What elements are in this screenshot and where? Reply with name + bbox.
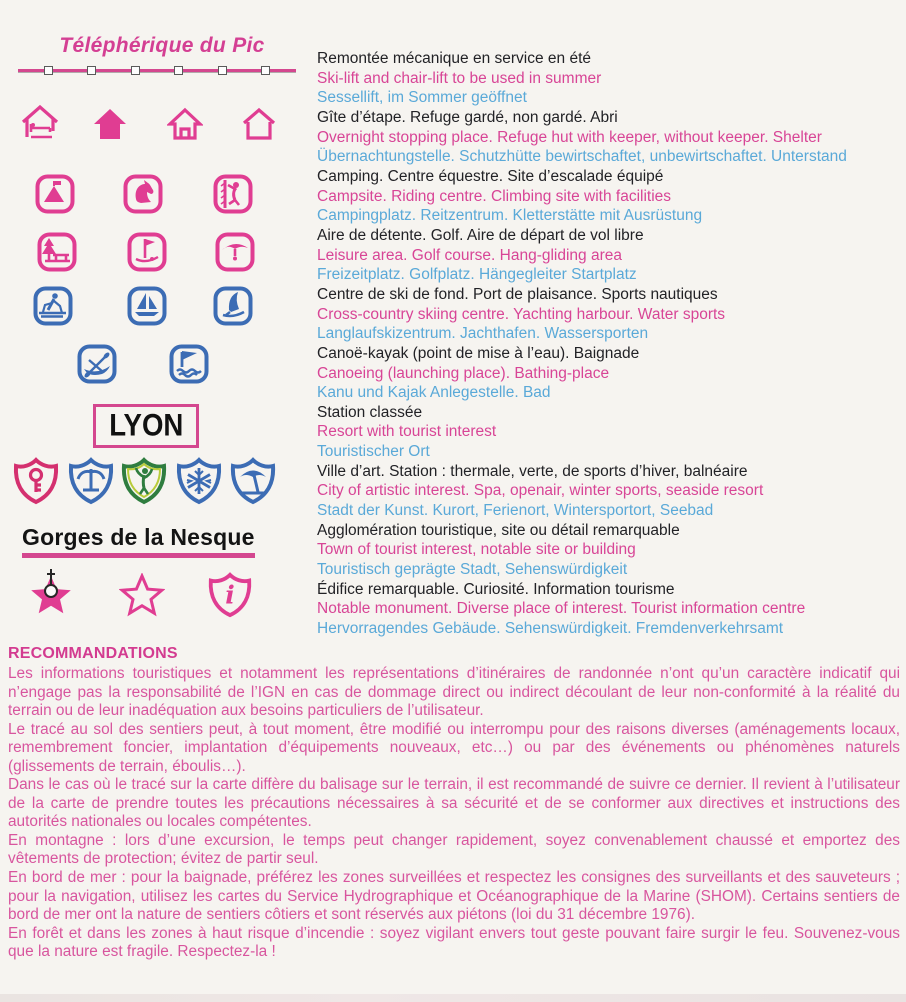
abri-house-icon xyxy=(241,107,277,141)
sports-d-hiver-snowflake-badge xyxy=(174,456,224,506)
cableway-pylon-icon xyxy=(131,66,140,75)
legend-text-column xyxy=(317,49,902,639)
legend-line-en: Leisure area. Golf course. Hang-gliding area xyxy=(317,246,623,264)
tourist-info-icon xyxy=(206,571,254,619)
legend-line-de: Touristischer Ort xyxy=(317,443,430,461)
legend-line-en: Notable monument. Diverse place of interest. Tourist information centre xyxy=(317,600,806,618)
recommendation-paragraph: En bord de mer : pour la baignade, préférez les zones surveillées et respectez les consignes des surveillants et des sauveteurs ; pour la navigation, utilisez les cartes du Service Hydrographique et Océanographique de la Marine (SHOM). Certains sentiers de bord de mer ont la nature de sentiers côtiers et sont réservés aux piétons (loi du 31 décembre 1976). xyxy=(8,869,900,924)
cableway-label: Téléphérique du Pic xyxy=(59,34,265,57)
gite-etape-house-icon xyxy=(20,104,60,142)
recommendation-paragraph: Le tracé au sol des sentiers peut, à tout moment, être modifié ou interrompu pour des raisons diverses (aménagements locaux, remembrement foncier, implantation d’équipements nouveaux, etc…) ou par des événements ou phénomènes naturels (glissements de terrain, éboulis…). xyxy=(8,720,900,775)
climbing-icon xyxy=(212,173,254,215)
windsurf-icon xyxy=(212,285,254,327)
legend-line-fr: Agglomération touristique, site ou détail remarquable xyxy=(317,521,680,539)
scan-edge-band xyxy=(0,994,906,1002)
equestrian-icon xyxy=(122,173,164,215)
station-balneaire-umbrella-badge xyxy=(228,456,278,506)
curiosity-star-icon xyxy=(119,573,165,619)
cableway-line-icon xyxy=(18,66,296,76)
cross-country-ski-icon xyxy=(32,285,74,327)
legend-line-fr: Canoë-kayak (point de mise à l’eau). Baignade xyxy=(317,344,640,362)
svg-text:i: i xyxy=(225,580,235,610)
golf-icon xyxy=(126,231,168,273)
classified-town-label: LYON xyxy=(108,408,184,443)
cableway-pylon-icon xyxy=(44,66,53,75)
legend-line-fr: Édifice remarquable. Curiosité. Information tourisme xyxy=(317,580,675,598)
legend-line-en: Town of tourist interest, notable site or building xyxy=(317,541,636,559)
cableway-pylon-icon xyxy=(87,66,96,75)
refuge-garde-house-icon xyxy=(92,107,128,141)
legend-line-de: Sessellift, im Sommer geöffnet xyxy=(317,89,527,107)
legend-line-de: Übernachtungstelle. Schutzhütte bewirtschaftet, unbewirtschaftet. Unterstand xyxy=(317,148,847,166)
legend-line-en: City of artistic interest. Spa, openair, winter sports, seaside resort xyxy=(317,482,764,500)
classified-town-frame xyxy=(93,404,199,448)
legend-line-fr: Centre de ski de fond. Port de plaisance. Sports nautiques xyxy=(317,285,718,303)
hang-gliding-icon xyxy=(214,231,256,273)
bathing-icon xyxy=(168,343,210,385)
leisure-area-icon xyxy=(36,231,78,273)
legend-line-de: Touristisch geprägte Stadt, Sehenswürdigkeit xyxy=(317,561,628,579)
legend-line-en: Ski-lift and chair-lift to be used in summer xyxy=(317,69,602,87)
recommendation-paragraph: En forêt et dans les zones à haut risque d’incendie : soyez vigilant envers tout geste pouvant faire surgir le feu. Souvenez-vous que la nature est fragile. Respectez-la ! xyxy=(8,924,900,961)
legend-line-en: Overnight stopping place. Refuge hut with keeper, without keeper. Shelter xyxy=(317,128,822,146)
legend-line-de: Stadt der Kunst. Kurort, Ferienort, Wintersportort, Seebad xyxy=(317,502,714,520)
cableway-pylon-icon xyxy=(261,66,270,75)
recommendations-title: RECOMMANDATIONS xyxy=(8,645,178,662)
camping-icon xyxy=(34,173,76,215)
legend-line-de: Campingplatz. Reitzentrum. Kletterstätte mit Ausrüstung xyxy=(317,207,703,225)
legend-line-fr: Remontée mécanique en service en été xyxy=(317,50,591,67)
recommendation-paragraph: Dans le cas où le tracé sur la carte diffère du balisage sur le terrain, il est recommandé de suivre ce dernier. Il revient à l’utilisateur de la carte de prendre toutes les précautions nécessaires à sa sécurité et de se conformer aux directives et instructions des autorités nationales ou locales compétentes. xyxy=(8,776,900,831)
recommendation-paragraph: Les informations touristiques et notamment les représentations d’itinéraires de randonnée n’ont qu’un caractère indicatif qui n’engage pas la responsabilité de l’IGN en cas de dommage direct ou indirect découlant de leur non-conformité à la réalité du terrain ou de leur inadéquation aux besoins particuliers de l’utilisateur. xyxy=(8,665,900,720)
legend-line-fr: Aire de détente. Golf. Aire de départ de vol libre xyxy=(317,226,644,244)
cableway-pylon-icon xyxy=(218,66,227,75)
tourist-site-label: Gorges de la Nesque xyxy=(22,524,255,558)
cableway-rail xyxy=(18,69,296,72)
cableway-pylon-icon xyxy=(174,66,183,75)
ville-d-art-key-badge xyxy=(11,456,61,506)
monument-star-icon xyxy=(27,567,75,619)
recommendations-section xyxy=(8,645,900,962)
station-thermale-badge xyxy=(66,456,116,506)
legend-line-de: Langlaufskizentrum. Jachthafen. Wassersporten xyxy=(317,325,649,343)
legend-line-en: Canoeing (launching place). Bathing-place xyxy=(317,364,610,382)
legend-line-fr: Gîte d’étape. Refuge gardé, non gardé. Abri xyxy=(317,108,618,126)
sailboat-icon xyxy=(126,285,168,327)
legend-line-fr: Station classée xyxy=(317,403,423,421)
refuge-non-garde-house-icon xyxy=(167,107,203,141)
legend-line-de: Freizeitplatz. Golfplatz. Hängegleiter Startplatz xyxy=(317,266,637,284)
canoe-icon xyxy=(76,343,118,385)
station-verte-badge xyxy=(119,456,169,506)
legend-line-en: Campsite. Riding centre. Climbing site with facilities xyxy=(317,187,672,205)
legend-line-de: Hervorragendes Gebäude. Sehenswürdigkeit. Fremdenverkehrsamt xyxy=(317,620,784,638)
legend-line-fr: Camping. Centre équestre. Site d’escalade équipé xyxy=(317,167,664,185)
legend-line-en: Cross-country skiing centre. Yachting harbour. Water sports xyxy=(317,305,726,323)
legend-line-fr: Ville d’art. Station : thermale, verte, de sports d’hiver, balnéaire xyxy=(317,462,748,480)
legend-line-en: Resort with tourist interest xyxy=(317,423,497,441)
legend-line-de: Kanu und Kajak Anlegestelle. Bad xyxy=(317,384,551,402)
recommendation-paragraph: En montagne : lors d’une excursion, le temps peut changer rapidement, soyez convenablement chaussé et emportez des vêtements de protection; évitez de partir seul. xyxy=(8,831,900,868)
